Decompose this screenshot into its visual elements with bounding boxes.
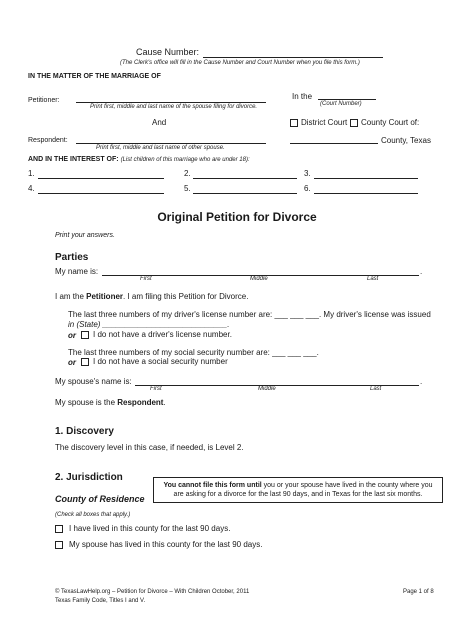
my-name-period: . — [420, 267, 423, 276]
spouse-residency-checkbox[interactable] — [55, 541, 63, 549]
jurisdiction-heading: 2. Jurisdiction — [55, 472, 123, 483]
child-name-field-2[interactable] — [193, 178, 297, 179]
parties-heading: Parties — [55, 252, 89, 263]
my-name-caption-last: Last — [367, 276, 379, 282]
respondent-statement-bold: Respondent — [117, 398, 164, 407]
ssn-or-label: or — [68, 358, 76, 367]
ssn-text: The last three numbers of my social security number are: ___ ___ ___. — [68, 348, 319, 357]
child-name-field-6[interactable] — [314, 193, 418, 194]
district-court-label: District Court — [301, 118, 348, 127]
respondent-statement — [55, 398, 166, 407]
respondent-statement-pre: My spouse is the — [55, 398, 118, 407]
petitioner-statement — [55, 292, 248, 301]
cause-number-field[interactable] — [203, 57, 383, 58]
form-title: Original Petition for Divorce — [157, 210, 317, 224]
children-heading — [28, 156, 250, 163]
no-ssn-label: I do not have a social security number — [93, 357, 228, 366]
spouse-name-caption-middle: Middle — [258, 386, 276, 392]
court-number-caption: (Court Number) — [320, 101, 362, 107]
print-answers-note: Print your answers. — [55, 232, 115, 239]
county-court-label: County Court of: — [361, 118, 420, 127]
in-the-label: In the — [292, 92, 313, 101]
child-name-field-4[interactable] — [38, 193, 164, 194]
discovery-heading: 1. Discovery — [55, 426, 114, 437]
county-texas-label: County, Texas — [381, 136, 431, 145]
footer-statute: Texas Family Code, Titles I and V. — [55, 598, 146, 604]
county-name-field[interactable] — [290, 143, 378, 144]
child-number-1: 1. — [28, 169, 35, 178]
respondent-name-field[interactable] — [76, 143, 266, 144]
residency-warning-box — [153, 477, 443, 503]
residency-warning-bold: You cannot file this form until — [163, 482, 262, 489]
petitioner-statement-post: . I am filing this Petition for Divorce. — [123, 292, 249, 301]
respondent-caption: Print first, middle and last name of other spouse. — [96, 145, 225, 151]
petitioner-residency-checkbox[interactable] — [55, 525, 63, 533]
spouse-residency-label: My spouse has lived in this county for the last 90 days. — [69, 540, 263, 549]
matter-title: IN THE MATTER OF THE MARRIAGE OF — [28, 73, 161, 80]
child-number-5: 5. — [184, 184, 191, 193]
footer-citation: © TexasLawHelp.org – Petition for Divorce – With Children October, 2011 — [55, 589, 250, 595]
petitioner-label: Petitioner: — [28, 97, 60, 104]
district-court-checkbox[interactable] — [290, 119, 298, 127]
my-name-caption-first: First — [140, 276, 152, 282]
child-number-6: 6. — [304, 184, 311, 193]
court-number-field[interactable] — [318, 99, 376, 100]
my-name-label: My name is: — [55, 267, 99, 276]
child-number-3: 3. — [304, 169, 311, 178]
license-state-text: in (State) ____________________________. — [68, 320, 230, 329]
spouse-name-caption-first: First — [150, 386, 162, 392]
discovery-text: The discovery level in this case, if needed, is Level 2. — [55, 443, 244, 452]
children-caption: (List children of this marriage who are under 18): — [120, 157, 250, 163]
child-name-field-1[interactable] — [38, 178, 164, 179]
spouse-name-label: My spouse's name is: — [55, 377, 132, 386]
spouse-name-caption-last: Last — [370, 386, 382, 392]
respondent-label: Respondent: — [28, 137, 68, 144]
petitioner-residency-label: I have lived in this county for the last 90 days. — [69, 524, 231, 533]
children-title: AND IN THE INTEREST OF: — [28, 156, 119, 163]
my-name-caption-middle: Middle — [250, 276, 268, 282]
no-license-checkbox[interactable] — [81, 331, 89, 339]
clerk-note: (The Clerk's office will fill in the Cause Number and Court Number when you file this form.) — [120, 60, 360, 66]
petitioner-statement-pre: I am the — [55, 292, 87, 301]
license-text: The last three numbers of my driver's license number are: ___ ___ ___. My driver's license was issued — [68, 310, 431, 319]
child-number-4: 4. — [28, 184, 35, 193]
county-residence-heading: County of Residence — [55, 494, 145, 504]
check-all-note: (Check all boxes that apply.) — [55, 512, 131, 518]
page-number: Page 1 of 8 — [403, 589, 434, 595]
petitioner-caption: Print first, middle and last name of the spouse filing for divorce. — [90, 104, 258, 110]
child-name-field-3[interactable] — [314, 178, 418, 179]
child-name-field-5[interactable] — [193, 193, 297, 194]
cause-number-label: Cause Number: — [136, 47, 200, 57]
county-court-checkbox[interactable] — [350, 119, 358, 127]
spouse-name-period: . — [420, 377, 423, 386]
petitioner-name-field[interactable] — [76, 102, 266, 103]
petitioner-statement-bold: Petitioner — [86, 292, 124, 301]
no-ssn-checkbox[interactable] — [81, 358, 89, 366]
respondent-statement-post: . — [163, 398, 166, 407]
no-license-label: I do not have a driver's license number. — [93, 330, 232, 339]
and-label: And — [152, 118, 167, 127]
child-number-2: 2. — [184, 169, 191, 178]
license-or-label: or — [68, 331, 76, 340]
residency-warning-text: you or your spouse have lived in the county where you are asking for a divorce for the last 90 days, and in Texas for the last six months. — [173, 482, 433, 498]
